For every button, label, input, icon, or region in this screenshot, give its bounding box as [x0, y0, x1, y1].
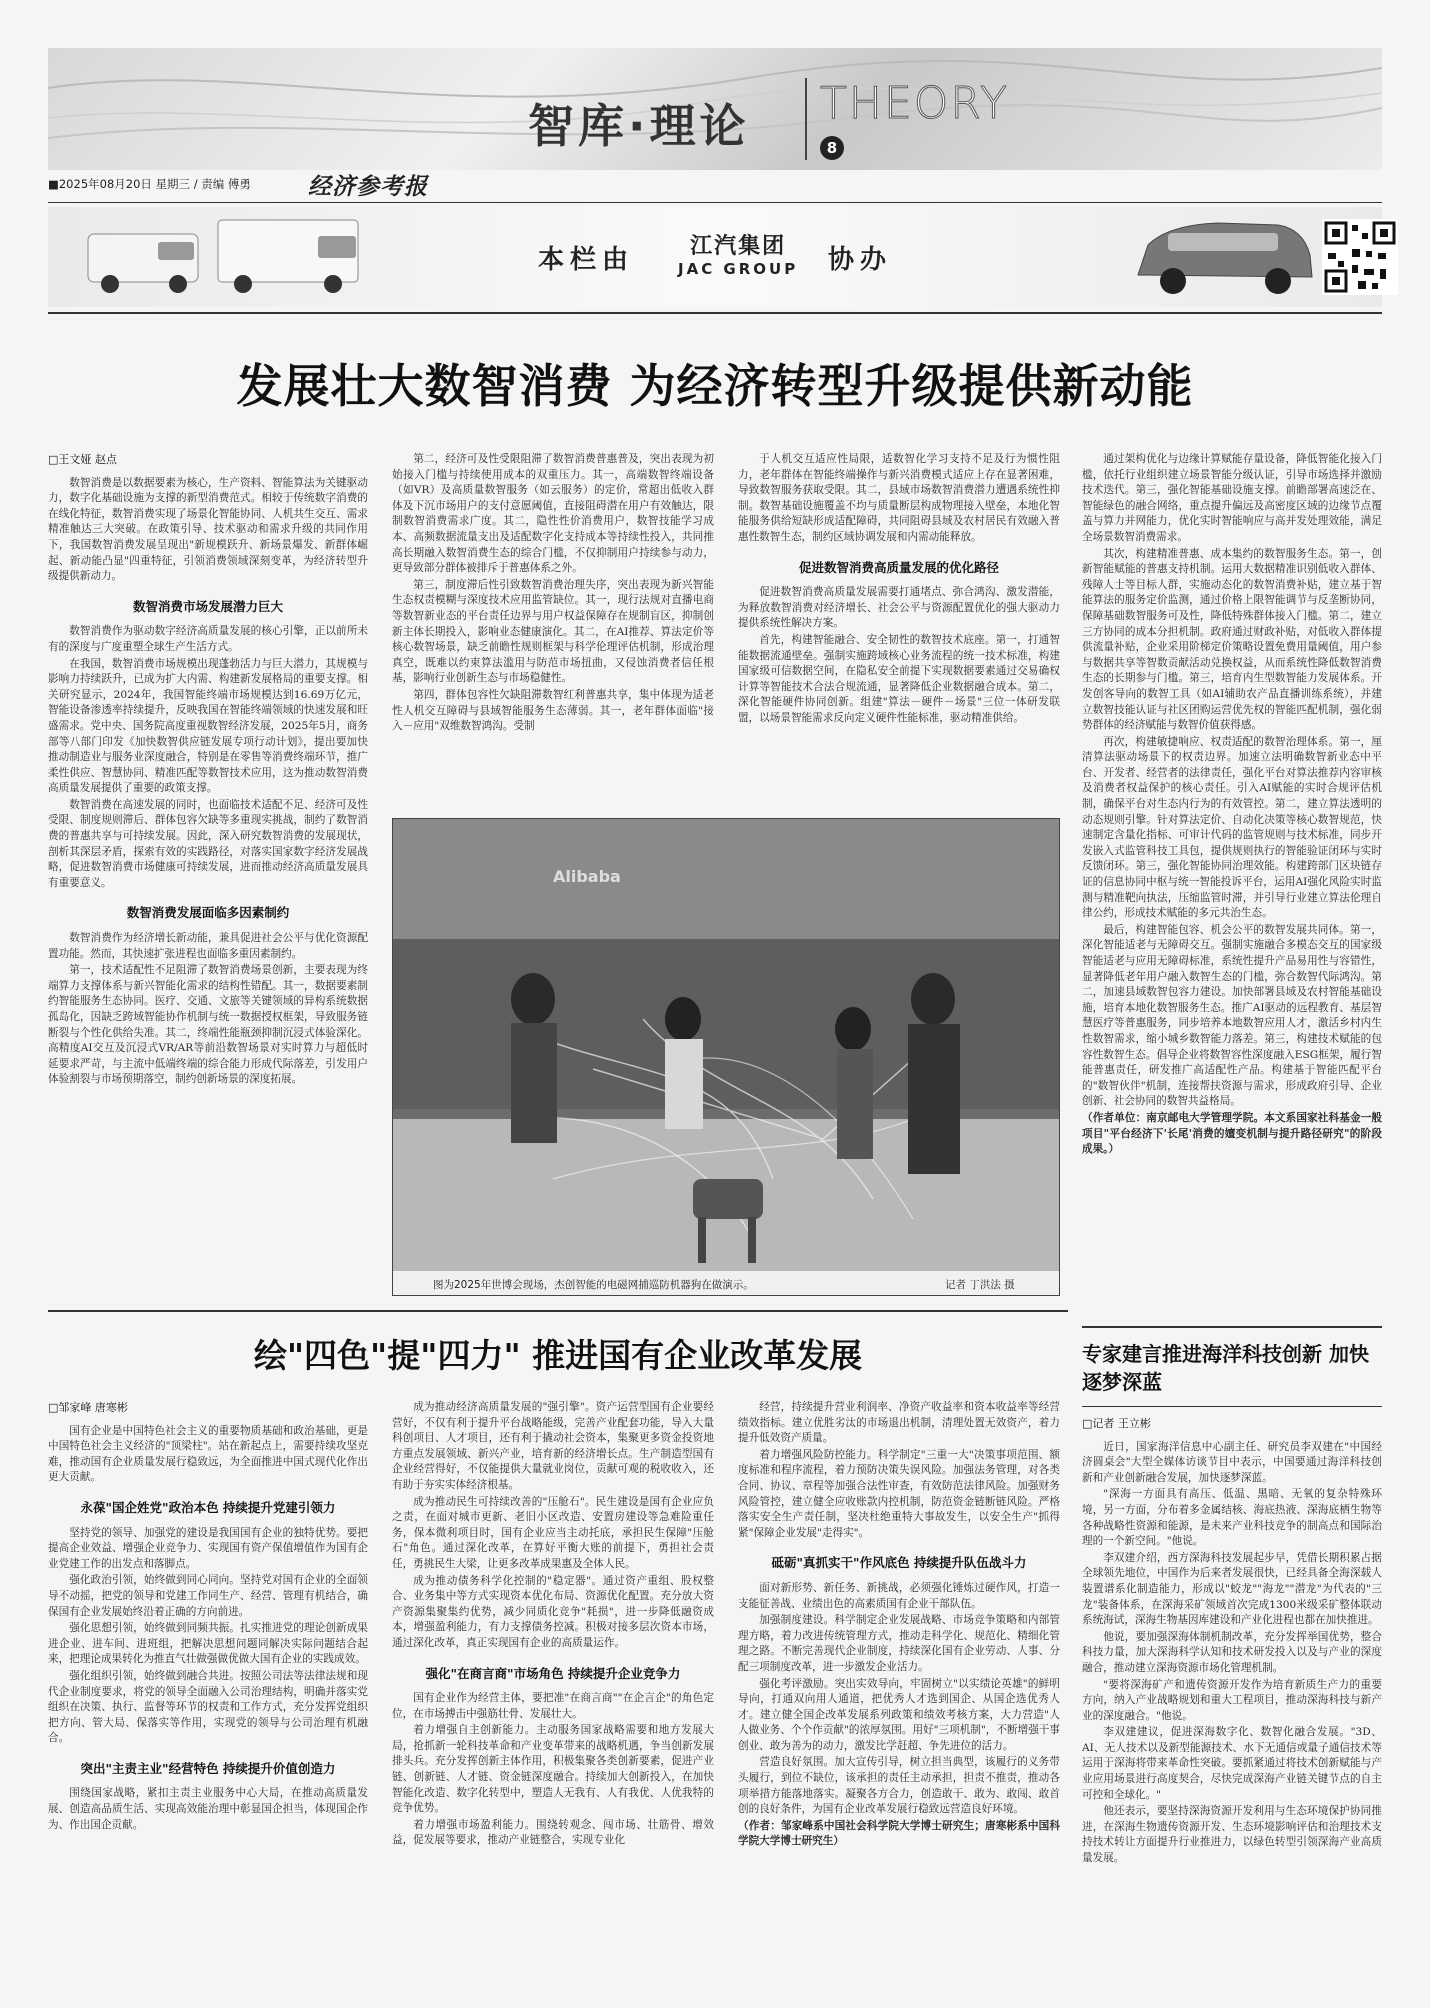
section-subheading: 数智消费发展面临多因素制约	[126, 905, 290, 921]
ad-text-left: 本栏由	[538, 245, 635, 275]
article3-title-rule	[1082, 1406, 1382, 1407]
paragraph: 强化组织引领，始终做到融合共进。按照公司法等法律法规和现代企业制度要求，将党的领导全面融入公司治理结构，明确并落实党组织在决策、执行、监督等环节的权责和工作方式，充分发挥党组织把方向、管大局、保落实等作用，实现党的领导与公司治理有机融合。	[48, 1669, 368, 1745]
masthead-rule	[48, 202, 1382, 203]
jac-logo	[678, 229, 798, 278]
paragraph: 在我国，数智消费市场规模出现蓬勃活力与巨大潜力，其规模与影响力持续跃升，已成为扩大内需、构建新发展格局的重要支撑。相关研究显示，2024年，我国智能终端市场规模达到16.69万亿元，智能设备渗透率持续提升，反映我国在智能终端领域的快速发展和旺盛需求。党中央、国务院高度重视数智经济发展，2025年5月，商务部等八部门印发《加快数智供应链发展专项行动计划》，提出要加快推动制造业与服务业深度融合，特别是在零售等消费终端环节，推广柔性供应、智慧协同、精准匹配等数智技术应用，这为推动数智消费高质量发展提供了重要的政策支撑。	[48, 657, 368, 795]
qr-code-icon[interactable]	[1322, 219, 1398, 295]
paragraph: 围绕国家战略，紧扣主责主业服务中心大局，在推动高质量发展、创造高品质生活、实现高效能治理中彰显国企担当，体现国企作为、作出国企贡献。	[48, 1787, 368, 1831]
jac-logo-en: JAC GROUP	[678, 260, 799, 278]
photo-credit: 记者 丁洪法 摄	[945, 1279, 1015, 1291]
paragraph: 李双建建议，促进深海数字化、数智化融合发展。"3D、AI、无人技术以及新型能源技术、水下无通信或量子通信技术等运用于深海将带来革命性突破。要抓紧通过将技术创新赋能与产业应用场景进行高度契合，尽快完成深海产业链关键节点的自主可控和全球化。"	[1082, 1726, 1382, 1801]
photo-scene	[393, 819, 1060, 1296]
article1-headline: 发展壮大数智消费 为经济转型升级提供新动能	[236, 359, 1194, 413]
paragraph: 数智消费作为驱动数字经济高质量发展的核心引擎，正以前所未有的深度与广度重塑全球生产生活方式。	[48, 625, 368, 653]
paper-name-logo: 经济参考报	[308, 173, 428, 200]
paragraph: 其次，构建精准普惠、成本集约的数智服务生态。第一，创新智能赋能的普惠支持机制。运用大数据精准识别低收入群体、残障人士等目标人群，实施动态化的数智消费补贴，建立基于智能算法的服务定价监测，通过价格上限智能调节与反垄断协同，保障基础数智服务可及性，降低特殊群体接入门槛。第二，建立三方协同的成本分担机制。政府通过财政补贴，对低收入群体提供流量补贴，企业采用阶梯定价策略设置免费用量阈值，用户参与数据共享等智数贡献活动兑换权益，从而系统性降低数智消费生态的长期参与门槛。第三，培育内生型数智能力发展体系。开发创客导向的数智工具（如AI辅助农产品直播训练系统），并建立数智技能认证与社区团购运营优先权的智能匹配机制，强化弱势群体的经济赋能与数智价值获得感。	[1082, 547, 1382, 732]
article1-column-2	[392, 452, 714, 798]
news-photo	[392, 818, 1060, 1296]
mpv-car-illustration	[1128, 215, 1318, 301]
paragraph: 强化思想引领，始终做到同频共振。扎实推进党的理论创新成果进企业、进车间、进班组，把解决思想问题同解决实际问题结合起来，把理论成果转化为推直气壮做强做优做大国有企业的实践成效。	[48, 1622, 368, 1666]
paragraph: 营造良好氛围。加大宣传引导，树立担当典型，该履行的义务带头履行，到位不缺位，该承担的责任主动承担，担责不推责，推动各项举措方能落地落实。凝聚各方合力，创造敢干、敢为、敢闯、敢首创的良好条件，为国有企业改革发展行稳致远营造良好环境。	[738, 1756, 1060, 1816]
paragraph: 加强制度建设。科学制定企业发展战略、市场竞争策略和内部管理方略，着力改进传统管理方式，推动走科学化、规范化、精细化管理之路。不断完善现代企业制度，持续深化国有企业劳动、人事、分配三项制度改革，进一步激发企业活力。	[738, 1614, 1060, 1673]
paragraph: 第四，群体包容性欠缺阻滞数智红利普惠共享，集中体现为适老性人机交互障碍与县域智能服务生态薄弱。其一，老年群体面临"接入－应用"双维数智鸿沟。受制	[392, 688, 714, 733]
article1-column-3	[738, 452, 1060, 798]
article1-column-1	[48, 452, 368, 1286]
section-title: 智库·理论	[528, 99, 750, 153]
sponsor-ad	[48, 207, 1382, 307]
section-subheading: 强化"在商言商"市场角色 持续提升企业竞争力	[425, 1665, 681, 1681]
paragraph: 再次，构建敏捷响应、权责适配的数智治理体系。第一，厘清算法驱动场景下的权责边界。加速立法明确数智新业态中平台、开发者、经营者的法律责任，强化平台对算法推荐内容审核及消费者权益保护的核心责任。引入AI赋能的实时合规评估机制，确保平台对生态内行为的有效管控。第二，建立算法透明的动态规则引擎。针对算法定价、自动化决策等核心数智规范，快速制定含量化指标、可审计代码的监管规则与技术标准，同步开发嵌入式监管科技工具包，提供规则执行的智能验证闭环与实时反馈闭环。第三，强化智能协同治理效能。构建跨部门区块链存证的信息协同中枢与统一智能投诉平台，运用AI强化风险实时监测与精准靶向执法，压缩监管时滞，并引导行业建立算法伦理自律公约，形成技术赋能的多元共治生态。	[1082, 735, 1382, 920]
paragraph: 经营，持续提升营业利润率、净资产收益率和资本收益率等经营绩效指标。建立优胜劣汰的市场退出机制，清理处置无效资产，着力提升低效资产质量。	[738, 1401, 1060, 1445]
section-subheading: 砥砺"真抓实干"作风底色 持续提升队伍战斗力	[771, 1555, 1027, 1571]
article3-headline: 专家建言推进海洋科技创新 加快逐梦深蓝	[1082, 1342, 1369, 1394]
photo-caption: 图为2025年世博会现场，杰创智能的电磁网捕巡防机器狗在做演示。	[433, 1279, 754, 1291]
article2-author-note: （作者：邹家峰系中国社会科学院大学博士研究生；唐寒彬系中国科学院大学博士研究生）	[738, 1819, 1060, 1848]
paragraph: 强化考评激励。突出实效导向，牢固树立"以实绩论英雄"的鲜明导向，打通双向用人通道，把优秀人才选到国企、从国企选优秀人才。建立健全国企改革发展系列政策和绩效考核方案，大力营造"人人做业务、个个作贡献"的浓厚氛围。用好"三项机制"，不断增强干事创业、敢为善为的动力，激发比学赶超、争先进位的活力。	[738, 1677, 1060, 1752]
page-number-badge	[820, 136, 844, 160]
paragraph: 国有企业作为经营主体，要把准"在商言商""在企言企"的角色定位，在市场搏击中强筋壮骨、发展壮大。	[392, 1692, 714, 1720]
paragraph: 通过架构优化与边缘计算赋能存量设备，降低智能化接入门槛，依托行业组织建立场景智能分级认证，引导市场选择并激励技术迭代。第三，强化智能基础设施支撑。前瞻部署高速泛在、智能绿色的融合网络，重点提升偏远及高密度区域的边缘节点覆盖与算力并网能力，优化实时智能响应与高并发处理效能，满足全场景数智消费需求。	[1082, 453, 1382, 543]
section-subheading: 永葆"国企姓党"政治本色 持续提升党建引领力	[80, 1499, 336, 1515]
section-subheading: 数智消费市场发展潜力巨大	[132, 598, 283, 614]
paragraph: 强化政治引领，始终做到同心同向。坚持党对国有企业的全面领导不动摇，把党的领导和党建工作同生产、经营、管理有机结合，确保国有企业发展始终沿着正确的方向前进。	[48, 1574, 368, 1618]
paragraph: 着力增强风险防控能力。科学制定"三重一大"决策事项范围、额度标准和程序流程，着力预防决策失误风险。加强法务管理，对各类合同、协议、章程等加强合法性审查，有效防范法律风险。加强财务风险管控，建立健全应收账款内控机制，防范资金链断链风险。严格落实安全生产责任制，坚决杜绝重特大事故发生，以安全生产"抓得紧"保障企业发展"走得实"。	[738, 1448, 1060, 1539]
paragraph: 第一，技术适配性不足阻滞了数智消费场景创新，主要表现为终端算力支撑体系与新兴智能化需求的结构性错配。其一，数据要素制约智能服务生态协同。医疗、交通、文旅等关键领域的异构系统数据孤岛化，因缺乏跨域智能协作机制与统一数据授权框架，导致服务链断裂与个性化供给失准。其二，终端性能瓶颈抑制沉浸式体验深化。高精度AI交互及沉浸式VR/AR等前沿数智场景对实时算力与超低时延要求严苛，与主流中低端终端的综合能力形成代际落差，引发用户体验割裂与市场预期落空，制约创新场景的深度拓展。	[48, 964, 368, 1086]
article2-column-3	[738, 1400, 1060, 1960]
section-title-en: THEORY	[820, 78, 1010, 129]
article3-column	[1082, 1416, 1382, 1960]
page-number: 8	[826, 139, 838, 157]
paragraph: 成为推动民生可持续改善的"压舱石"。民生建设是国有企业应负之责，在面对城市更新、老旧小区改造、安置房建设等急难险重任务，保本微利项目时，国有企业应当主动托底，承担民生保障"压舱石"角色。通过深化改革，在算好平衡大账的前提下，勇担社会责任，勇挑民生大梁，让更多改革成果惠及全体人民。	[392, 1495, 714, 1570]
article2-byline: □邹家峰 唐寒彬	[48, 1401, 128, 1414]
article2-headline: 绘"四色"提"四力" 推进国有企业改革发展	[253, 1336, 863, 1375]
jac-logo-cn: 江汽集团	[690, 234, 787, 259]
paragraph: 最后，构建智能包容、机会公平的数智发展共同体。第一，深化智能适老与无障碍交互。强制实施融合多模态交互的国家级智能适老与应用无障碍标准，系统性提升产品易用性与容错性，显著降低老年用户融入数智生态的门槛，弥合数智代际鸿沟。第二，加速县域数智包容力建设。加快部署县域及农村智能基础设施，培育本地化数智服务生态。推广AI驱动的远程教育、基层智慧医疗等普惠服务，同步培养本地数智应用人才，激活乡村内生性数智需求，缩小城乡数智能力落差。第三，构建技术赋能的包容性数智生态。倡导企业将数智容性深度融入ESG框架，履行智能普惠责任，研发推广高适配性产品。构建基于智能匹配平台的"数智伙伴"机制，连接帮扶资源与需求，形成政府引导、企业创新、社会协同的数智共益格局。	[1082, 923, 1382, 1108]
paragraph: 成为推动经济高质量发展的"强引擎"。资产运营型国有企业要经营好，不仅有利于提升平台战略能级，完善产业配套功能，导入大量科创项目、人才项目，还有利于撬动社会资本，集聚更多资金投资地方重点发展领域、新兴产业，培育新的经济增长点。生产制造型国有企业经营得好，不仅能提供大量就业岗位，贡献可观的税收收入，还有助于夯实实体经济根基。	[392, 1401, 714, 1491]
article3-byline: □记者 王立彬	[1082, 1417, 1151, 1430]
masthead-banner	[48, 48, 1382, 170]
paragraph: 国有企业是中国特色社会主义的重要物质基础和政治基础，更是中国特色社会主义经济的"顶梁柱"。站在新起点上，需要持续攻坚克难，推动国有企业质量发展行稳致远，为全面推进中国式现代化作出更大贡献。	[48, 1424, 368, 1484]
paragraph: 数智消费在高速发展的同时，也面临技术适配不足、经济可及性受限、制度规则滞后、群体包容欠缺等多重现实挑战，制约了数智消费的普惠共享与可持续发展。因此，深入研究数智消费的发展现状，剖析其深层矛盾，探索有效的实践路径，对落实国家数字经济发展战略，促进数智消费市场健康可持续发展，进而推动经济高质量发展具有重要意义。	[48, 798, 368, 889]
article1-author-note: （作者单位：南京邮电大学管理学院。本文系国家社科基金一般项目"平台经济下'长尾'消费的嬗变机制与提升路径研究"的阶段成果。）	[1082, 1111, 1382, 1156]
paragraph: 第二，经济可及性受限阻滞了数智消费普惠普及，突出表现为初始接入门槛与持续使用成本的双重压力。其一，高端数智终端设备（如VR）及高质量数智服务（如云服务）的定价，常超出低收入群体及下沉市场用户的支付意愿阈值，直接阻碍潜在用户有效触达，限制数智消费需求广度。其二，隐性性价消费用户，数智技能学习成本、高频数据流量支出及适配数字化支持成本等持续性投入，共同推高长期融入数智消费生态的综合门槛，不仅抑制用户持续参与动力，更导致部分群体被排斥于普惠体系之外。	[392, 453, 714, 575]
paragraph: 于人机交互适应性局限，适数智化学习支持不足及行为惯性阻力，老年群体在智能终端操作与新兴消费模式适应上存在显著困难，导致数智服务获取受限。其二，县域市场数智消费潜力遭遇系统性抑制。数智基础设施覆盖不均与质量断层构成物理接入壁垒，本地化智能服务供给短缺形成适配障碍，共同阻碍县域及农村居民有效融入普惠性数智生态，制约区域协调发展和内需动能释放。	[738, 453, 1060, 543]
article2-column-1	[48, 1400, 368, 1960]
paragraph: "要将深海矿产和遗传资源开发作为培育新质生产力的重要方向，纳入产业战略规划和重大工程项目，推动深海科技与新产业的深度融合。"他说。	[1082, 1678, 1382, 1722]
article1-bottom-rule	[48, 1310, 1068, 1312]
paragraph: 坚持党的领导、加强党的建设是我国国有企业的独特优势。要把提高企业效益、增强企业竞争力、实现国有资产保值增值作为国有企业党建工作的出发点和落脚点。	[48, 1526, 368, 1570]
paragraph: 首先，构建智能融合、安全韧性的数智技术底座。第一，打通智能数据流通壁垒。强制实施跨域核心业务流程的统一技术标准，构建国家级可信数据空间，在隐私安全前提下实现数据要素通过交易确权计算等智能技术合法合规流通，显著降低企业数据融合成本。第二，深化智能硬件协同创新。组建"算法－硬件－场景"三位一体研发联盟，以场景智能需求反向定义硬件性能标准，驱动精准供给。	[738, 633, 1060, 724]
article3-top-rule	[1082, 1326, 1382, 1328]
paragraph: 李双建介绍，西方深海科技发展起步早，凭借长期积累占据全球领先地位，中国作为后来者发展很快，已经具备全海深载人装置谱系化制造能力，形成以"蛟龙""海龙""潜龙"为代表的"三龙"装备体系，在深海采矿领域首次完成1300米级采矿整体联动系统海试，深海生物基因库建设和产业化进程也都在加快推进。	[1082, 1551, 1382, 1627]
truck-illustration	[78, 212, 368, 302]
article2-column-2	[392, 1400, 714, 1960]
article1-byline: □王文娅 赵点	[48, 453, 117, 466]
section-subheading: 促进数智消费高质量发展的优化路径	[798, 559, 999, 575]
photo-sign-text: Alibaba	[553, 867, 621, 886]
paragraph: 数智消费是以数据要素为核心，生产资料、智能算法为关键驱动力，数字化基础设施为支撑的新型消费范式。相较于传统数字消费的在线化特征，数智消费实现了场景化智能协同、人机共生交互、需求精准触达三大突破。在政策引导、技术驱动和需求升级的共同作用下，我国数智消费发展呈现出"新规模跃升、新场景爆发、新群体崛起、新动能凸显"四重特征，引领消费领域深刻变革，为经济转型升级提供新动力。	[48, 476, 368, 583]
paragraph: 第三，制度滞后性引致数智消费治理失序，突出表现为新兴智能生态权责模糊与深度技术应用监管缺位。其一，现行法规对直播电商等数智新业态的平台责任边界与用户权益保障存在规制盲区，抑制创新主体长期投入，影响业态健康演化。其二，在AI推荐、算法定价等核心数智场景，缺乏前瞻性规则框架与科学伦理评估机制，形成治理真空，既难以约束算法滥用与防范市场扭曲，又侵蚀消费者信任根基，影响行业创新生态与市场稳健性。	[392, 578, 714, 685]
paragraph: 促进数智消费高质量发展需要打通堵点、弥合鸿沟、激发潜能，为释放数智消费对经济增长、社会公平与资源配置优化的强大驱动力提供系统性解决方案。	[738, 586, 1060, 630]
section-subheading: 突出"主责主业"经营特色 持续提升价值创造力	[80, 1760, 336, 1776]
article1-column-4	[1082, 452, 1382, 1322]
section-divider	[805, 78, 807, 160]
paragraph: "深海一方面具有高压、低温、黑暗、无氧的复杂特殊环境，另一方面，分布着多金属结核、海底热液、深海底栖生物等各种战略性资源和能源，是未来产业科技竞争的制高点和国际治理的一个新空间。"他说。	[1082, 1488, 1382, 1548]
ad-text-right: 协办	[828, 245, 893, 275]
dateline: ■2025年08月20日 星期三 / 责编 傅勇	[48, 177, 251, 191]
paragraph: 面对新形势、新任务、新挑战，必须强化锤炼过硬作风，打造一支能征善战、业绩出色的高素质国有企业干部队伍。	[738, 1581, 1060, 1610]
paragraph: 近日，国家海洋信息中心副主任、研究员李双建在"中国经济圆桌会"大型全媒体访谈节目中表示，中国要通过海洋科技创新和产业创新融合发展，加快逐梦深蓝。	[1082, 1440, 1382, 1484]
paragraph: 他还表示，要坚持深海资源开发利用与生态环境保护协同推进，在深海生物遗传资源开发、生态环境影响评估和治理技术支持技术转让方面提升行业推进力，以绿色转型引领深海产业高质量发展。	[1082, 1805, 1382, 1865]
paragraph: 成为推动债务科学化控制的"稳定器"。通过资产重组、股权整合、业务集中等方式实现资本优化布局、资源优化配置。充分放大资产资源集聚集约优势，减少同质化竞争"耗损"，进一步降低融资成本，增强盈利能力，有力支撑债务控减。积极对接多层次资本市场，通过深化改革，真正实现国有企业的高质量运作。	[392, 1574, 714, 1649]
paragraph: 数智消费作为经济增长新动能，兼具促进社会公平与优化资源配置功能。然而，其快速扩张进程也面临多重因素制约。	[48, 932, 368, 960]
paragraph: 着力增强市场盈利能力。围绕转观念、闯市场、壮筋骨、增效益，促发展等要求，推动产业链整合，实现专业化	[392, 1818, 714, 1847]
paragraph: 他说，要加强深海体制机制改革，充分发挥举国优势，整合科技力量，加大深海科学认知和技术研发投入以及与产业的深度融合，推动建立深海资源市场化管理机制。	[1082, 1630, 1382, 1674]
ad-rule	[48, 312, 1382, 314]
paragraph: 着力增强自主创新能力。主动服务国家战略需要和地方发展大局，抢抓新一轮科技革命和产业变革带来的战略机遇，争当创新发展排头兵。充分发挥创新主体作用，积极集聚各类创新要素，促进产业链、创新链、人才链、资金链深度融合。持续加大创新投入，在加快智能化改造、数字化转型中，塑造人无我有、人有我优、人优我特的竞争优势。	[392, 1724, 714, 1815]
